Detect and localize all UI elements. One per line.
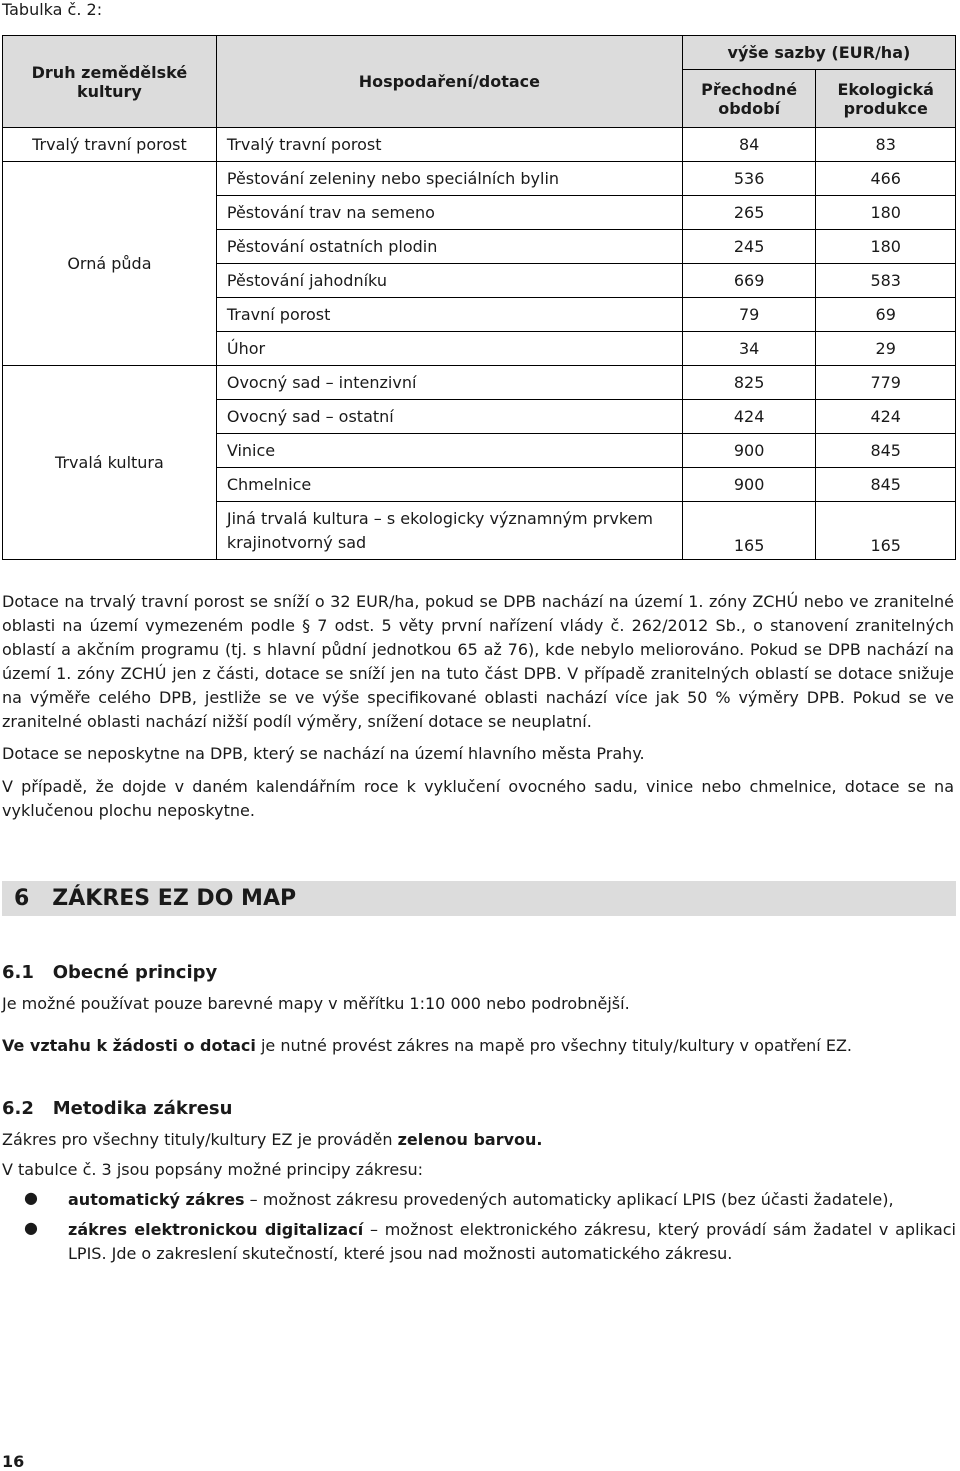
cell-transition: 165 xyxy=(682,502,816,560)
cell-culture: Trvalá kultura xyxy=(3,366,217,560)
cell-organic: 583 xyxy=(816,264,956,298)
cell-farming: Pěstování trav na semeno xyxy=(216,196,682,230)
cell-farming: Trvalý travní porost xyxy=(216,128,682,162)
cell-transition: 34 xyxy=(682,332,816,366)
cell-farming: Pěstování ostatních plodin xyxy=(216,230,682,264)
bullet-bold: automatický zákres xyxy=(68,1190,245,1209)
header-culture: Druh zemědělské kultury xyxy=(3,36,217,128)
header-farming: Hospodaření/dotace xyxy=(216,36,682,128)
cell-transition: 669 xyxy=(682,264,816,298)
cell-organic: 165 xyxy=(816,502,956,560)
cell-farming: Ovocný sad – ostatní xyxy=(216,400,682,434)
notes-paragraph-3 xyxy=(2,775,954,823)
bullet-rest: – možnost elektronického zákresu, který provádí sám žadatel v aplikaci LPIS. Jde o zakreslení skutečností, které jsou nad možnosti automatického zákresu. xyxy=(68,1220,956,1263)
cell-organic: 69 xyxy=(816,298,956,332)
header-rate-group: výše sazby (EUR/ha) xyxy=(682,36,955,70)
section-title xyxy=(14,886,296,911)
note-text: Dotace na trvalý travní porost se sníží o 32 EUR/ha, pokud se DPB nachází na území 1. zóny ZCHÚ nebo ve zranitelné oblasti na území vymezeném podle § 7 odst. 5 věty první nařízení vlády č. 262/2012 Sb., o stanovení zranitelných oblastí a akčním programu (tj. s hlavní půdní jednotkou 65 až 76), kde nebylo meliorováno. Pokud se DPB nachází na území 1. zóny ZCHÚ jen z části, dotace se sníží jen na tuto část DPB. V případě zranitelných oblastí se dotace snižuje na výměře celého DPB, jestliže se ve výše specifikované oblasti nachází více jak 50 % výměry DPB. Pokud se ve zranitelné oblasti nachází nižší podíl výměry, snížení dotace se neuplatní. xyxy=(2,592,954,731)
table-header-row xyxy=(3,36,956,70)
table-row xyxy=(3,128,956,162)
cell-culture: Orná půda xyxy=(3,162,217,366)
bullet-icon: ● xyxy=(24,1188,38,1207)
header-organic: Ekologická produkce xyxy=(816,70,956,128)
list-item xyxy=(68,1188,956,1212)
notes-paragraph-1 xyxy=(2,590,954,734)
cell-farming: Chmelnice xyxy=(216,468,682,502)
paragraph-start: Zákres pro všechny tituly/kultury EZ je prováděn xyxy=(2,1130,398,1149)
cell-organic: 779 xyxy=(816,366,956,400)
cell-transition: 265 xyxy=(682,196,816,230)
cell-transition: 825 xyxy=(682,366,816,400)
paragraph-application xyxy=(2,1034,952,1058)
cell-transition: 79 xyxy=(682,298,816,332)
list-item xyxy=(68,1218,956,1266)
notes-paragraph-2 xyxy=(2,742,954,766)
paragraph-green-color xyxy=(2,1128,952,1152)
subsection-heading-1 xyxy=(2,962,217,983)
bullet-bold: zákres elektronickou digitalizací xyxy=(68,1220,364,1239)
subsection-number: 6.1 xyxy=(2,962,34,983)
cell-organic: 180 xyxy=(816,230,956,264)
cell-farming: Úhor xyxy=(216,332,682,366)
bold-text: zelenou barvou. xyxy=(397,1130,543,1149)
table-row xyxy=(3,162,956,196)
cell-transition: 84 xyxy=(682,128,816,162)
table-caption: Tabulka č. 2: xyxy=(2,0,103,19)
page-number: 16 xyxy=(2,1452,25,1471)
subsection-title: Obecné principy xyxy=(52,962,218,983)
section-number: 6 xyxy=(14,886,30,911)
cell-farming: Travní porost xyxy=(216,298,682,332)
cell-organic: 466 xyxy=(816,162,956,196)
bullet-icon: ● xyxy=(24,1218,38,1237)
section-heading-bar xyxy=(2,881,956,916)
cell-organic: 424 xyxy=(816,400,956,434)
cell-transition: 900 xyxy=(682,434,816,468)
cell-organic: 83 xyxy=(816,128,956,162)
cell-transition: 536 xyxy=(682,162,816,196)
cell-organic: 29 xyxy=(816,332,956,366)
cell-transition: 424 xyxy=(682,400,816,434)
cell-transition: 245 xyxy=(682,230,816,264)
subsection-heading-2 xyxy=(2,1098,232,1119)
cell-farming: Jiná trvalá kultura – s ekologicky významným prvkem krajinotvorný sad xyxy=(216,502,682,560)
table-row xyxy=(3,366,956,400)
section-title-text: ZÁKRES EZ DO MAP xyxy=(52,886,297,911)
header-transition: Přechodné období xyxy=(682,70,816,128)
bullet-rest: – možnost zákresu provedených automaticky aplikací LPIS (bez účasti žadatele), xyxy=(244,1190,894,1209)
cell-organic: 845 xyxy=(816,434,956,468)
paragraph-rest: je nutné provést zákres na mapě pro všechny tituly/kultury v opatření EZ. xyxy=(255,1036,852,1055)
cell-farming: Pěstování zeleniny nebo speciálních bylin xyxy=(216,162,682,196)
paragraph-map-scale: Je možné používat pouze barevné mapy v měřítku 1:10 000 nebo podrobnější. xyxy=(2,994,630,1013)
subsection-title: Metodika zákresu xyxy=(52,1098,233,1119)
cell-farming: Pěstování jahodníku xyxy=(216,264,682,298)
cell-organic: 180 xyxy=(816,196,956,230)
note-text: Dotace se neposkytne na DPB, který se nachází na území hlavního města Prahy. xyxy=(2,744,645,763)
note-text: V případě, že dojde v daném kalendářním roce k vyklučení ovocného sadu, vinice nebo chmelnice, dotace se na vyklučenou plochu neposkytne. xyxy=(2,777,954,820)
bold-text: Ve vztahu k žádosti o dotaci xyxy=(2,1036,256,1055)
cell-transition: 900 xyxy=(682,468,816,502)
subsidy-rates-table xyxy=(2,35,956,560)
cell-farming: Ovocný sad – intenzivní xyxy=(216,366,682,400)
cell-organic: 845 xyxy=(816,468,956,502)
cell-farming: Vinice xyxy=(216,434,682,468)
subsection-number: 6.2 xyxy=(2,1098,34,1119)
paragraph-table3-ref: V tabulce č. 3 jsou popsány možné principy zákresu: xyxy=(2,1160,424,1179)
cell-culture: Trvalý travní porost xyxy=(3,128,217,162)
